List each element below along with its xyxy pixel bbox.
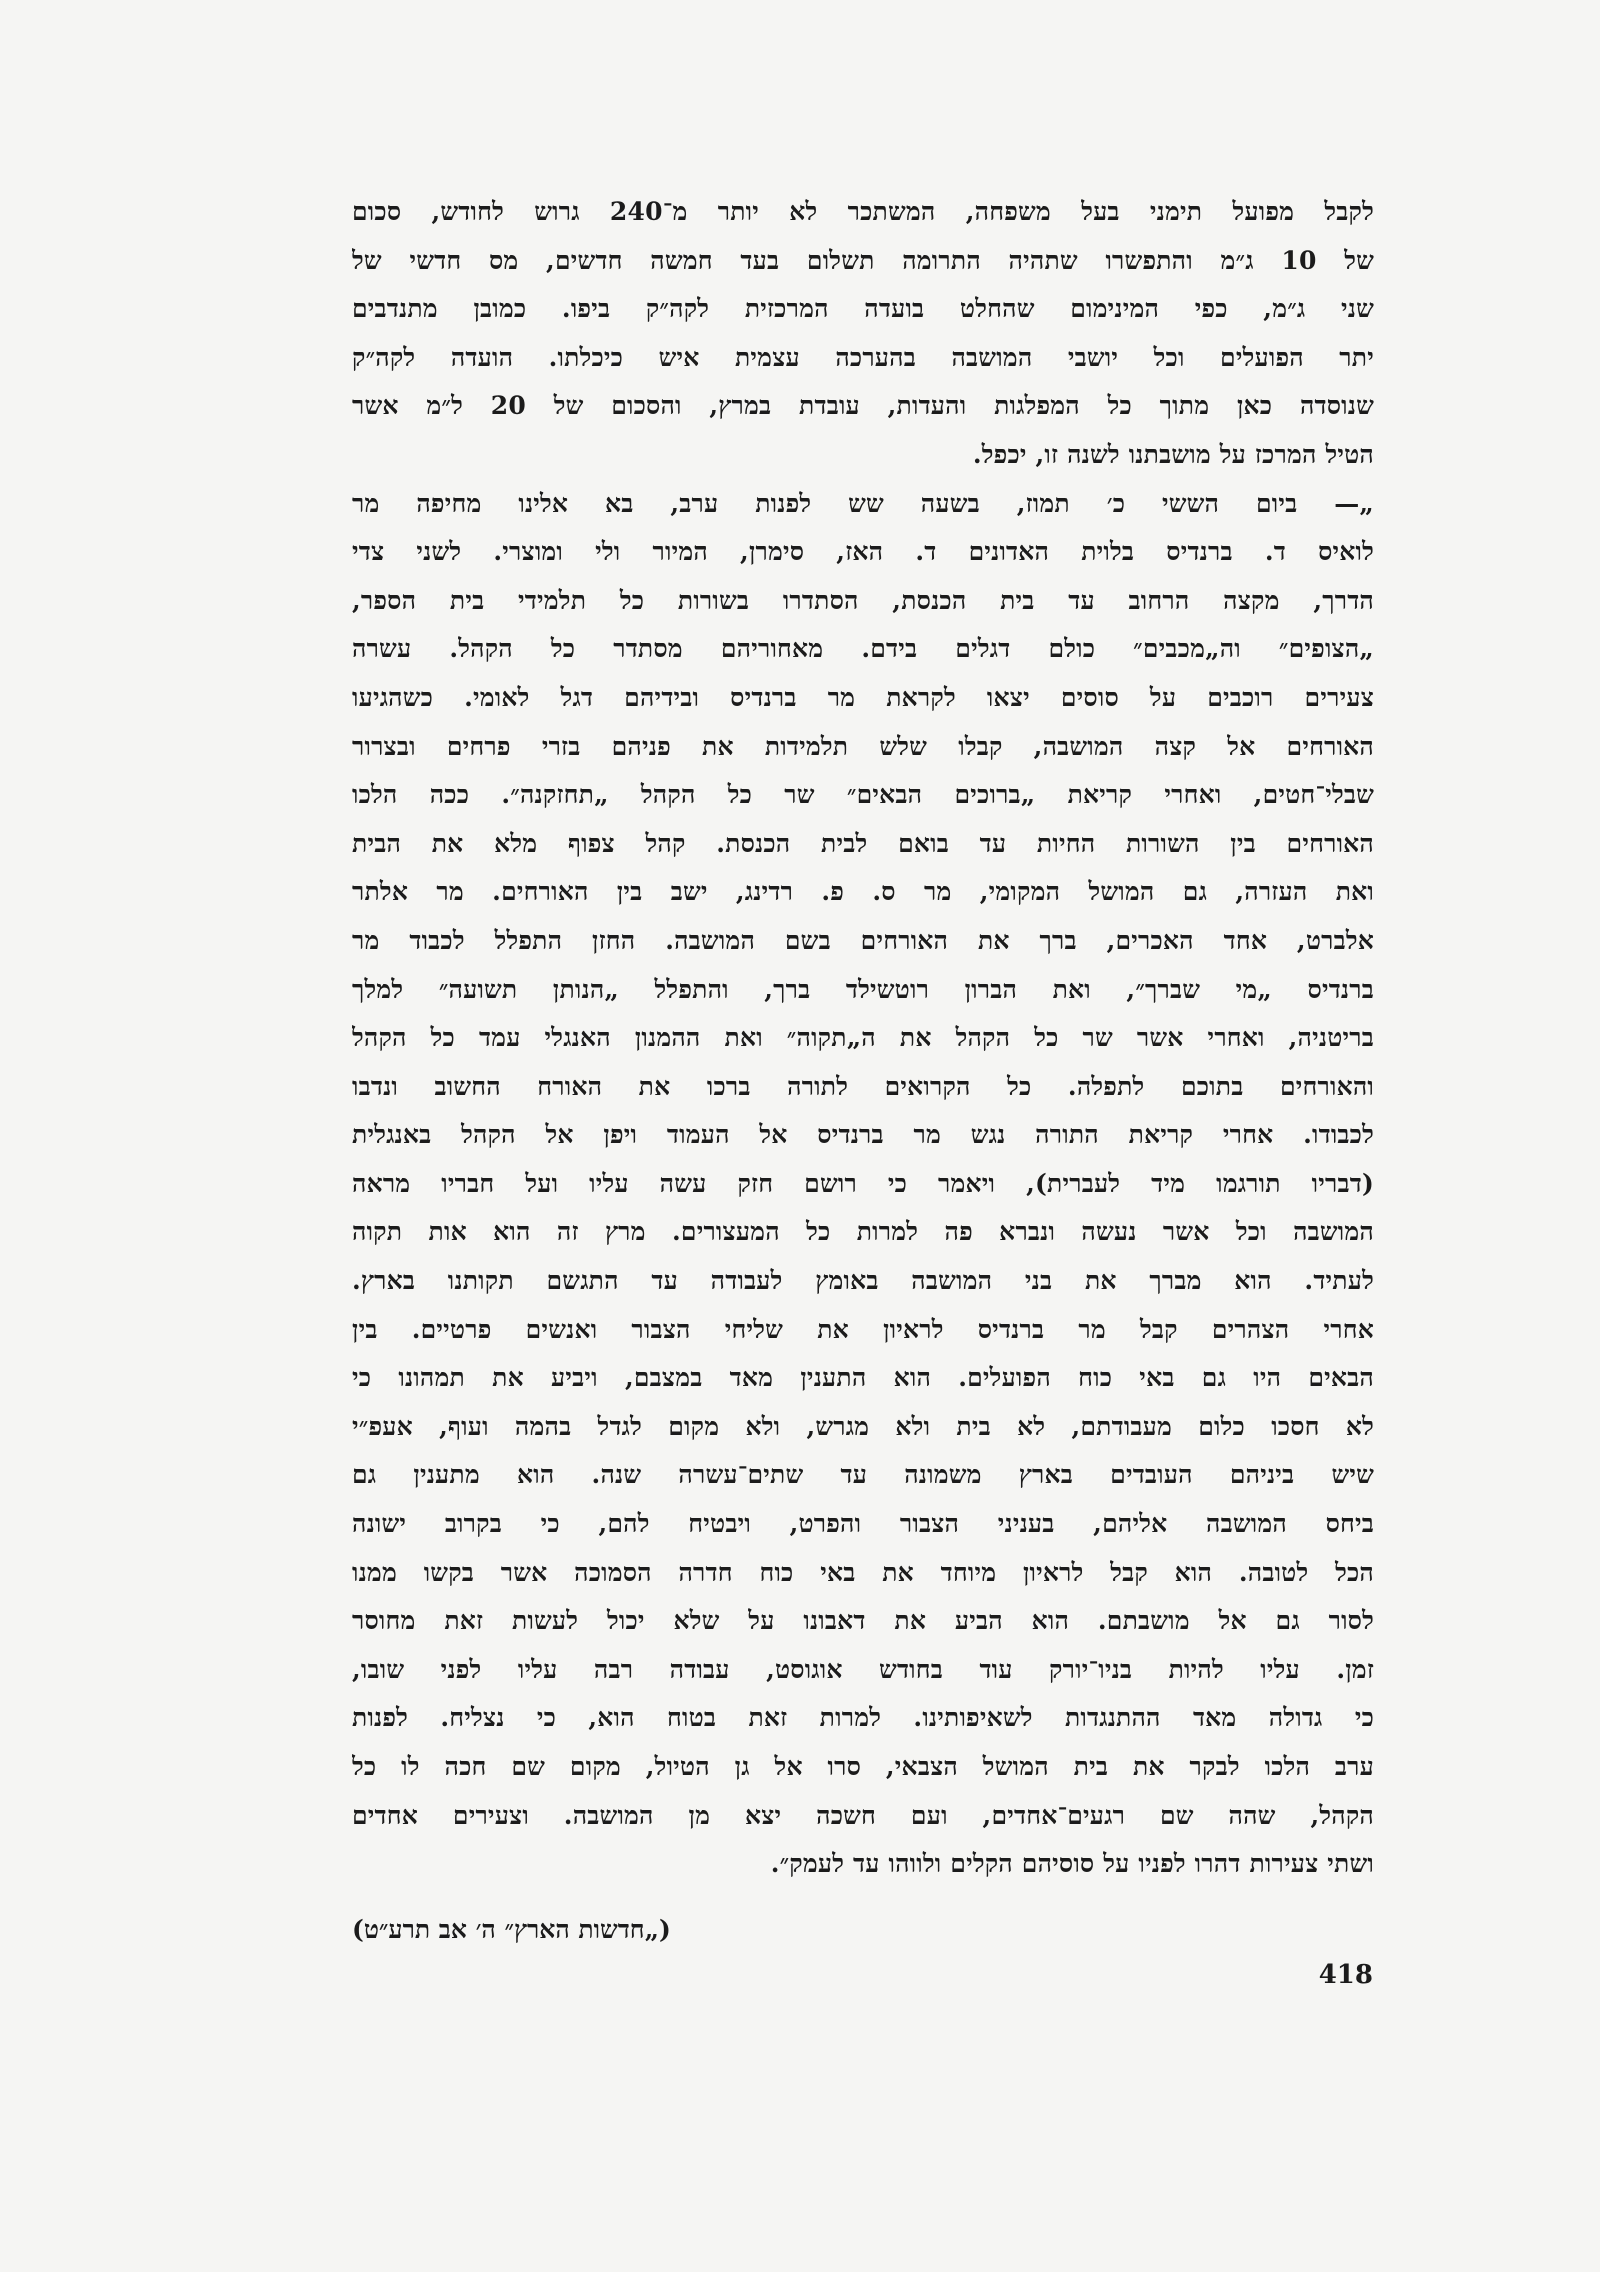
text-line: הבאים היו גם באי כוח הפועלים. הוא התענין מאד במצבם, ויביע את תמהונו כי — [352, 1363, 1374, 1393]
text-line: ברנדיס „מי שברך״, ואת הברון רוטשילד ברך, והתפלל „הנותן תשועה״ למלך — [352, 974, 1374, 1004]
text-line: לעתיד. הוא מברך את בני המושבה באומץ לעבודה עד התגשם תקותנו בארץ. — [352, 1266, 1374, 1296]
text-line: לקבל מפועל תימני בעל משפחה, המשתכר לא יותר מ־240 גרוש לחודש, סכום — [352, 197, 1374, 226]
text-line: לכבודו. אחרי קריאת התורה נגש מר ברנדיס אל העמוד ויפן אל הקהל באנגלית — [352, 1120, 1374, 1150]
text-line: אחרי הצהרים קבל מר ברנדיס לראיון את שליחי הצבור ואנשים פרטיים. בין — [352, 1314, 1374, 1344]
text-line: האורחים אל קצה המושבה, קבלו שלש תלמידות את פניהם בזרי פרחים ובצרור — [352, 731, 1374, 761]
text-line: שבלי־חטים, ואחרי קריאת „ברוכים הבאים״ שר כל הקהל „תחזקנה״. ככה הלכו — [352, 780, 1374, 810]
text-line: זמן. עליו להיות בניו־יורק עוד בחודש אוגוסט, עבודה רבה עליו לפני שובו, — [352, 1654, 1374, 1684]
source-citation: („חדשות הארץ״ ה׳ אב תרע״ט) — [352, 1915, 671, 1944]
text-line: ערב הלכו לבקר את בית המושל הצבאי, סרו אל גן הטיול, מקום שם חכה לו כל — [352, 1752, 1374, 1781]
text-line: הכל לטובה. הוא קבל לראיון מיוחד את באי כוח חדרה הסמוכה אשר בקשו ממנו — [352, 1557, 1374, 1587]
text-line: לסור גם אל מושבתם. הוא הביע את דאבונו על שלא יכול לעשות זאת מחוסר — [352, 1606, 1374, 1636]
body-text — [352, 188, 1374, 1889]
text-line: האורחים בין השורות החיות עד בואם לבית הכנסת. קהל צפוף מלא את הבית — [352, 828, 1374, 858]
text-line: יתר הפועלים וכל יושבי המושבה בהערכה עצמית איש כיכלתו. הועדה לקה״ק — [352, 342, 1374, 372]
text-line: ושתי צעירות דהרו לפניו על סוסיהם הקלים ולווהו עד לעמק״. — [770, 1849, 1374, 1879]
text-line: (דבריו תורגמו מיד לעברית), ויאמר כי רושם חזק עשה עליו ועל חבריו מראה — [352, 1168, 1374, 1198]
text-line: הדרך, מקצה הרחוב עד בית הכנסת, הסתדרו בשורות כל תלמידי בית הספר, — [352, 585, 1374, 615]
text-line: הטיל המרכז על מושבתנו לשנה זו, יכפל. — [972, 439, 1374, 469]
text-line: ביחס המושבה אליהם, בעניני הצבור והפרט, ויבטיח להם, כי בקרוב ישונה — [352, 1509, 1374, 1539]
text-line: לואיס ד. ברנדיס בלוית האדונים ד. האז, סימרן, המיור ולי ומוצרי. לשני צדי — [352, 537, 1374, 567]
text-line: „— ביום הששי כ׳ תמוז, בשעה שש לפנות ערב, בא אלינו מחיפה מר — [352, 488, 1374, 518]
text-line: המושבה וכל אשר נעשה ונברא פה למרות כל המעצורים. מרץ זה הוא אות תקוה — [352, 1217, 1374, 1247]
text-line: של 10 ג״מ והתפשרו שתהיה התרומה תשלום בעד חמשה חדשים, מס חדשי של — [352, 245, 1374, 275]
text-line: שנוסדה כאן מתוך כל המפלגות והעדות, עובדת במרץ, והסכום של 20 ל״מ אשר — [352, 391, 1374, 421]
text-line: לא חסכו כלום מעבודתם, לא בית ולא מגרש, ולא מקום לגדל בהמה ועוף, אעפ״י — [352, 1411, 1374, 1441]
text-line: והאורחים בתוכם לתפלה. כל הקרואים לתורה ברכו את האורח החשוב ונדבו — [352, 1071, 1374, 1101]
text-line: „הצופים״ וה„מכבים״ כולם דגלים בידם. מאחוריהם מסתדר כל הקהל. עשרה — [352, 634, 1374, 664]
text-line: שיש ביניהם העובדים בארץ משמונה עד שתים־עשרה שנה. הוא מתענין גם — [352, 1460, 1374, 1490]
text-line: ואת העזרה, גם המושל המקומי, מר ס. פ. רדינג, ישב בין האורחים. מר אלתר — [352, 877, 1374, 907]
text-line: צעירים רוכבים על סוסים יצאו לקראת מר ברנדיס ובידיהם דגל לאומי. כשהגיעו — [352, 682, 1374, 712]
text-line: כי גדולה מאד ההתנגדות לשאיפותינו. למרות זאת בטוח הוא, כי נצליח. לפנות — [352, 1703, 1374, 1733]
text-line: שני ג״מ, כפי המינימום שהחלט בועדה המרכזית לקה״ק ביפו. כמובן מתנדבים — [352, 294, 1374, 324]
text-line: הקהל, שהה שם רגעים־אחדים, ועם חשכה יצא מן המושבה. וצעירים אחדים — [352, 1800, 1374, 1830]
text-line: אלברט, אחד האכרים, ברך את האורחים בשם המושבה. החזן התפלל לכבוד מר — [352, 925, 1374, 955]
page-number: 418 — [1318, 1960, 1373, 1990]
text-line: בריטניה, ואחרי אשר שר כל הקהל את ה„תקוה״ ואת ההמנון האנגלי עמד כל הקהל — [352, 1023, 1374, 1053]
